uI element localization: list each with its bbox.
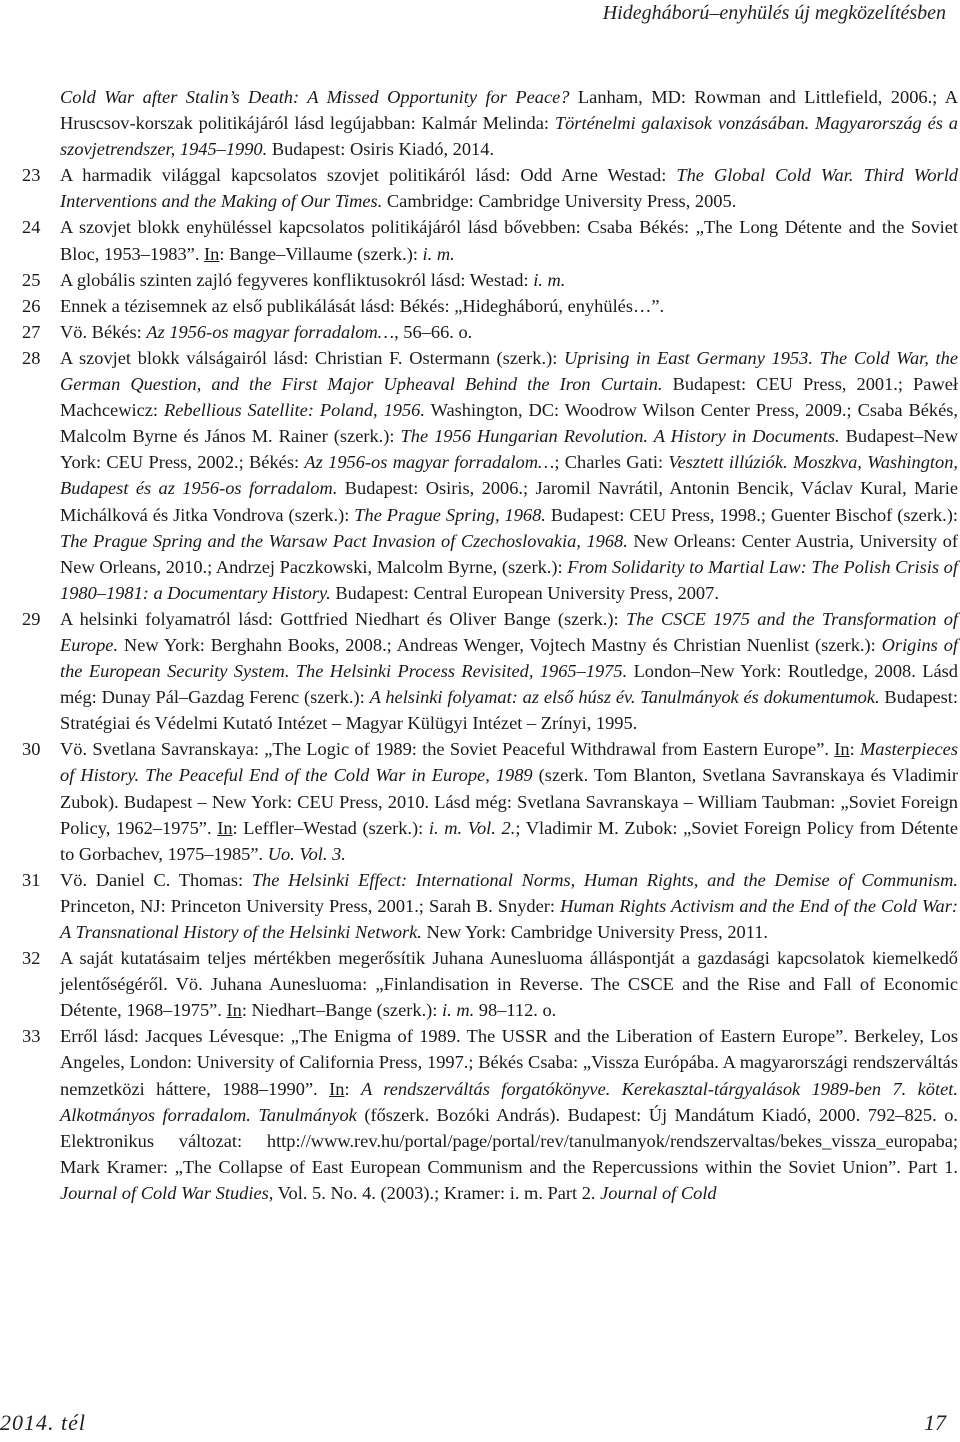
- note-text: (szerk. Tom Blanton, Svetlana Savranskaya és Vladimir Zubok). Budapest – New York: CEU Press, 2010. Lásd még: Svetlana Savranskaya – William Taubman: „Soviet Foreign Policy, 1962–1975”.: [60, 765, 958, 838]
- italic-title: The Prague Spring, 1968.: [354, 504, 546, 525]
- note-text: :: [344, 1078, 361, 1099]
- note-text: London–New York: Routledge, 2008. Lásd még: Dunay Pál–Gazdag Ferenc (szerk.):: [60, 661, 958, 708]
- italic-title: Vesztett illúziók. Moszkva, Washington, Budapest és az 1956-os forradalom.: [60, 452, 958, 499]
- footnote-number: 26: [22, 295, 41, 316]
- italic-title: Történelmi galaxisok vonzásában. Magyarország és a szovjetrendszer, 1945–1990.: [60, 113, 958, 160]
- italic-title: The CSCE 1975 and the Transformation of Europe.: [60, 608, 959, 655]
- italic-title: i. m.: [442, 1000, 475, 1021]
- note-text: A szovjet blokk enyhüléssel kapcsolatos politikájáról lásd bővebben: Csaba Békés: „The Long Détente and the Soviet Bloc, 1953–1983”.: [60, 217, 958, 264]
- note-text: , Vol. 5. No. 4. (2003).; Kramer: i. m. Part 2.: [268, 1182, 601, 1203]
- note-text: Vö. Daniel C. Thomas:: [60, 869, 252, 890]
- footnote-text: [60, 214, 958, 266]
- footnote-32: [22, 945, 958, 1023]
- footnote-text: [60, 345, 958, 606]
- footnote-29: [22, 606, 958, 736]
- footnote-number: 33: [22, 1026, 41, 1047]
- footnote-number: 25: [22, 269, 41, 290]
- italic-title: The Global Cold War. Third World Interventions and the Making of Our Times.: [60, 165, 958, 212]
- note-text: , 56–66. o.: [394, 321, 473, 342]
- note-text: A saját kutatásaim teljes mértékben megerősítik Juhana Aunesluoma álláspontját a gazdasági kapcsolatok kiemelkedő jelentőségéről. Vö. Juhana Aunesluoma: „Finlandisation in Reverse. The CSCE and the Rise and Fall of Economic Détente, 1968–1975”.: [60, 948, 958, 1021]
- issue-label: 2014. tél: [0, 1410, 86, 1435]
- italic-title: Origins of the European Security System. The Helsinki Process Revisited, 1965–1975.: [60, 634, 959, 682]
- footnote-26: [22, 293, 958, 319]
- running-header-title: Hidegháború–enyhülés új megközelítésben: [602, 2, 946, 24]
- page-number: 17: [924, 1410, 946, 1435]
- note-text: A helsinki folyamatról lásd: Gottfried Niedhart és Oliver Bange (szerk.):: [60, 608, 626, 629]
- note-text: 98–112. o.: [474, 1000, 557, 1021]
- italic-title: Journal of Cold War Studies: [60, 1182, 269, 1203]
- footnotes: [22, 84, 958, 1206]
- italic-title: Cold War after Stalin’s Death: A Missed Opportunity for Peace?: [60, 87, 570, 107]
- note-text: : Niedhart–Bange (szerk.):: [241, 1000, 443, 1021]
- italic-title: A rendszerváltás forgatókönyve. Kerekasztal-tárgyalások 1989-ben 7. kötet. Alkotmányos forradalom. Tanulmányok: [60, 1078, 958, 1125]
- footnote-31: [22, 867, 958, 945]
- italic-title: Masterpieces of History. The Peaceful End of the Cold War in Europe, 1989: [60, 739, 958, 786]
- note-text: Budapest: Stratégiai és Védelmi Kutató Intézet – Magyar Külügyi Intézet – Zrínyi, 1995.: [60, 687, 958, 734]
- note-text: Erről lásd: Jacques Lévesque: „The Enigma of 1989. The USSR and the Liberation of Eastern Europe”. Berkeley, Los Angeles, London: University of California Press, 1997.; Békés Csaba: „Vissza Európába. A magyarországi rendszerváltás nemzetközi háttere, 1988–1990”.: [60, 1026, 958, 1099]
- italic-title: From Solidarity to Martial Law: The Polish Crisis of 1980–1981: a Documentary History.: [60, 556, 958, 603]
- footnote-number: 32: [22, 948, 41, 969]
- note-text: Vö. Békés:: [60, 321, 147, 342]
- note-text: Budapest: Central European University Press, 2007.: [330, 582, 719, 603]
- italic-title: Rebellious Satellite: Poland, 1956.: [163, 400, 425, 421]
- italic-title: The Prague Spring and the Warsaw Pact Invasion of Czechoslovakia, 1968.: [60, 530, 628, 551]
- note-text: Budapest: CEU Press, 1998.; Guenter Bischof (szerk.):: [545, 504, 958, 525]
- in-marker: In: [204, 243, 220, 264]
- note-text: : Leffler–Westad (szerk.):: [232, 817, 429, 838]
- note-text: A globális szinten zajló fegyveres konfliktusokról lásd: Westad:: [60, 269, 534, 290]
- in-marker: In: [217, 817, 233, 838]
- note-text: Ennek a tézisemnek az első publikálását lásd: Békés: „Hidegháború, enyhülés…”.: [60, 295, 665, 316]
- note-text: : Bange–Villaume (szerk.):: [219, 243, 423, 264]
- note-text: Cambridge: Cambridge University Press, 2005.: [382, 191, 737, 212]
- note-text: A szovjet blokk válságairól lásd: Christian F. Ostermann (szerk.):: [60, 347, 564, 368]
- footnote-number: 29: [22, 608, 41, 629]
- footnote-text: [60, 945, 958, 1023]
- footnote-text: [60, 267, 958, 293]
- note-text: (főszerk. Bozóki András). Budapest: Új Mandátum Kiadó, 2000. 792–825. o. Elektronikus változat: http://www.rev.hu/portal/page/portal/rev/tanulmanyok/rendszervaltas/bekes_vissza_europaba; Mark Kramer: „The Collapse of East European Communism and the Repercussions within the Soviet Union”. Part 1.: [60, 1104, 958, 1177]
- italic-title: Journal of Cold: [600, 1182, 717, 1203]
- note-text: Lanham, MD: Rowman and Littlefield, 2006.; A Hruscsov-korszak politikájáról lásd legújabban: Kalmár Melinda:: [60, 87, 958, 134]
- footnote-list: [22, 162, 958, 1206]
- note-text: Princeton, NJ: Princeton University Press, 2001.; Sarah B. Snyder:: [60, 895, 561, 916]
- footnote-25: [22, 267, 958, 293]
- italic-title: Az 1956-os magyar forradalom…: [146, 321, 395, 342]
- footnote-23: [22, 162, 958, 214]
- footnote-text: [60, 293, 958, 319]
- footnote-30: [22, 736, 958, 866]
- italic-title: The 1956 Hungarian Revolution. A History in Documents.: [400, 426, 840, 447]
- note-text: :: [849, 739, 860, 760]
- note-text: New York: Cambridge University Press, 2011.: [421, 922, 769, 942]
- footnote-number: 30: [22, 739, 41, 760]
- footnote-number: 23: [22, 165, 41, 186]
- italic-title: Human Rights Activism and the End of the Cold War: A Transnational History of the Helsinki Network.: [60, 895, 958, 942]
- footnote-33: [22, 1023, 958, 1206]
- note-text: ; Charles Gati:: [554, 452, 669, 473]
- footnote-text: [60, 606, 958, 736]
- footnote-text: [60, 319, 958, 345]
- note-text: A harmadik világgal kapcsolatos szovjet politikáról lásd: Odd Arne Westad:: [60, 165, 677, 186]
- in-marker: In: [329, 1078, 345, 1099]
- footnote-27: [22, 319, 958, 345]
- footnote-number: 27: [22, 321, 41, 342]
- note-text: New Orleans: Center Austria, University of New Orleans, 2010.; Andrzej Paczkowski, Malcolm Byrne, (szerk.):: [60, 530, 958, 577]
- italic-title: Uprising in East Germany 1953. The Cold War, the German Question, and the First Major Upheaval Behind the Iron Curtain.: [60, 347, 958, 395]
- footnote-24: [22, 214, 958, 266]
- in-marker: In: [834, 739, 850, 760]
- note-text: Budapest–New York: CEU Press, 2002.; Békés:: [60, 426, 958, 473]
- footnote-text: [60, 867, 958, 945]
- italic-title: Uo. Vol. 3.: [267, 843, 346, 864]
- note-text: Budapest: Osiris, 2006.; Jaromil Navrátil, Antonin Bencik, Václav Kural, Marie Michálková és Jitka Vondrova (szerk.):: [60, 478, 958, 525]
- italic-title: A helsinki folyamat: az első húsz év. Tanulmányok és dokumentumok.: [369, 687, 880, 708]
- footnote-number: 24: [22, 217, 41, 238]
- italic-title: i. m.: [422, 243, 455, 264]
- italic-title: The Helsinki Effect: International Norms, Human Rights, and the Demise of Communism.: [251, 869, 958, 890]
- footnote-28: [22, 345, 958, 606]
- note-text: Washington, DC: Woodrow Wilson Center Press, 2009.; Csaba Békés, Malcolm Byrne és János M. Rainer (szerk.):: [60, 400, 959, 447]
- note-text: Budapest: CEU Press, 2001.; Paweł Machcewicz:: [60, 374, 958, 421]
- italic-title: i. m. Vol. 2.: [428, 817, 516, 838]
- note-text: New York: Berghahn Books, 2008.; Andreas Wenger, Vojtech Mastny és Christian Nuenlist (szerk.):: [118, 634, 882, 655]
- italic-title: Az 1956-os magyar forradalom…: [304, 452, 555, 473]
- note-text: Budapest: Osiris Kiadó, 2014.: [267, 139, 495, 160]
- footnote-text: [60, 162, 958, 214]
- footnote-number: 31: [22, 869, 41, 890]
- italic-title: i. m.: [533, 269, 566, 290]
- note-text: ; Vladimir M. Zubok: „Soviet Foreign Policy from Détente to Gorbachev, 1975–1985”.: [60, 817, 958, 864]
- footnote-continuation: [22, 84, 958, 162]
- note-text: Vö. Svetlana Savranskaya: „The Logic of 1989: the Soviet Peaceful Withdrawal from Eastern Europe”.: [60, 739, 835, 760]
- in-marker: In: [226, 1000, 242, 1021]
- footnote-number: 28: [22, 347, 41, 368]
- footnote-text: [60, 1023, 958, 1206]
- footnote-text: [60, 736, 958, 866]
